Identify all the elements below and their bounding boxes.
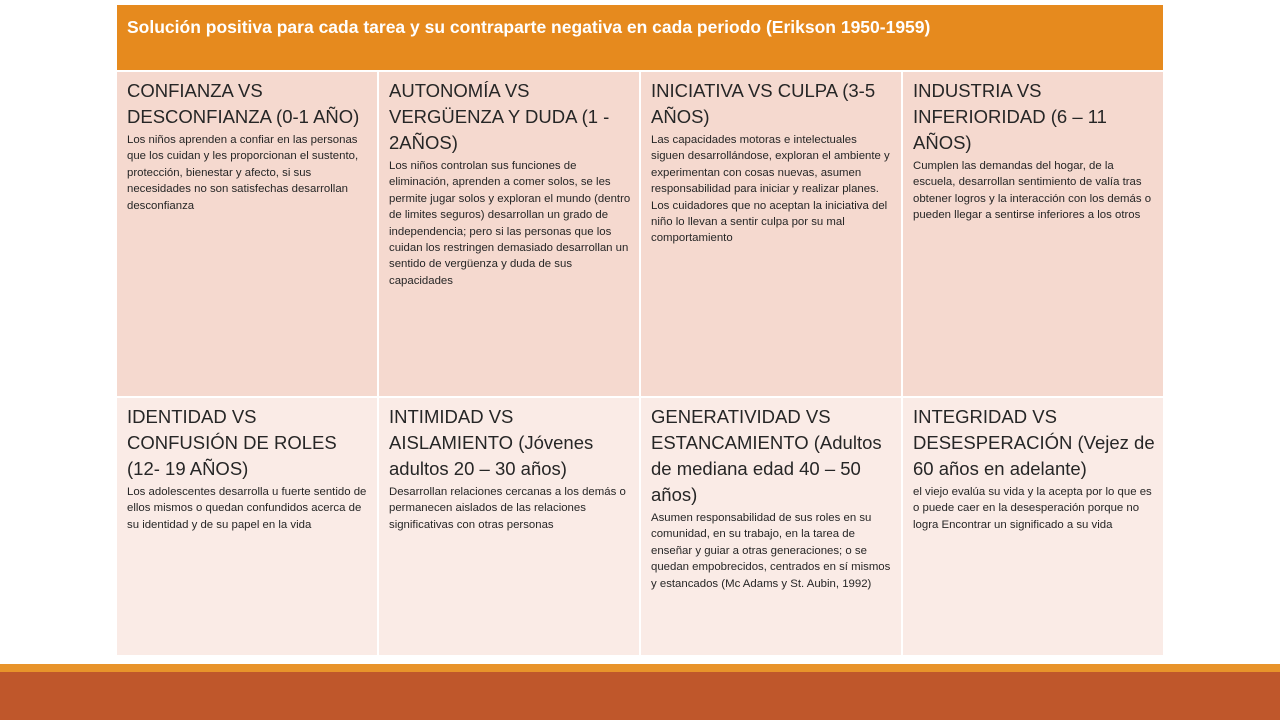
stage-title: INDUSTRIA VS INFERIORIDAD (6 – 11 AÑOS) <box>913 80 1107 153</box>
stage-description: Los niños controlan sus funciones de eliminación, aprenden a comer solos, se les permite jugar solos y exploran el mundo (dentro de limites seguros) desarrollan un grado de independencia; pero si las personas que los cuidan los restringen demasiado desarrollan un sentido de vergüenza y duda de sus capacidades <box>389 160 631 287</box>
stage-cell-initiative <box>640 71 902 397</box>
stage-cell-autonomy <box>378 71 640 397</box>
table-header <box>116 4 1164 71</box>
stage-cell-trust <box>116 71 378 397</box>
stage-cell-identity <box>116 397 378 656</box>
footer-band <box>0 672 1280 720</box>
stage-title: INTIMIDAD VS AISLAMIENTO (Jóvenes adultos 20 – 30 años) <box>389 406 594 479</box>
footer-accent-stripe <box>0 664 1280 672</box>
erikson-stages-table <box>116 4 1164 656</box>
stage-title: IDENTIDAD VS CONFUSIÓN DE ROLES (12- 19 AÑOS) <box>127 406 337 479</box>
stage-description: el viejo evalúa su vida y la acepta por lo que es o puede caer en la desesperación porque no logra Encontrar un significado a su vida <box>913 486 1152 531</box>
stage-title: AUTONOMÍA VS VERGÜENZA Y DUDA (1 - 2AÑOS) <box>389 80 610 153</box>
stage-description: Asumen responsabilidad de sus roles en su comunidad, en su trabajo, en la tarea de enseñar y guiar a otras generaciones; o se quedan empobrecidos, centrados en sí mismos y estancados (Mc Adams y St. Aubin, 1992) <box>651 512 891 590</box>
stage-cell-industry <box>902 71 1164 397</box>
stage-cell-generativity <box>640 397 902 656</box>
table-title: Solución positiva para cada tarea y su contraparte negativa en cada periodo (Erikson 1950-1959) <box>127 17 931 37</box>
stage-description: Las capacidades motoras e intelectuales siguen desarrollándose, exploran el ambiente y experimentan con cosas nuevas, asumen responsabilidad para iniciar y realizar planes. Los cuidadores que no aceptan la iniciativa del niño lo llevan a sentir culpa por su mal comportamiento <box>651 134 890 245</box>
stage-title: INTEGRIDAD VS DESESPERACIÓN (Vejez de 60 años en adelante) <box>913 406 1155 479</box>
stage-description: Los adolescentes desarrolla u fuerte sentido de ellos mismos o quedan confundidos acerca de su identidad y de su papel en la vida <box>127 486 367 531</box>
stage-title: CONFIANZA VS DESCONFIANZA (0-1 AÑO) <box>127 80 360 127</box>
stage-cell-intimacy <box>378 397 640 656</box>
stage-description: Los niños aprenden a confiar en las personas que los cuidan y les proporcionan el sustento, protección, bienestar y afecto, si sus necesidades no son satisfechas desarrollan desconfianza <box>127 134 359 212</box>
stage-title: INICIATIVA VS CULPA (3-5 AÑOS) <box>651 80 876 127</box>
stage-description: Cumplen las demandas del hogar, de la escuela, desarrollan sentimiento de valía tras obtener logros y la interacción con los demás o pueden llegar a sentirse inferiores a los otros <box>913 160 1152 222</box>
stage-description: Desarrollan relaciones cercanas a los demás o permanecen aislados de las relaciones significativas con otras personas <box>389 486 626 531</box>
stage-cell-integrity <box>902 397 1164 656</box>
stage-title: GENERATIVIDAD VS ESTANCAMIENTO (Adultos de mediana edad 40 – 50 años) <box>651 406 882 505</box>
